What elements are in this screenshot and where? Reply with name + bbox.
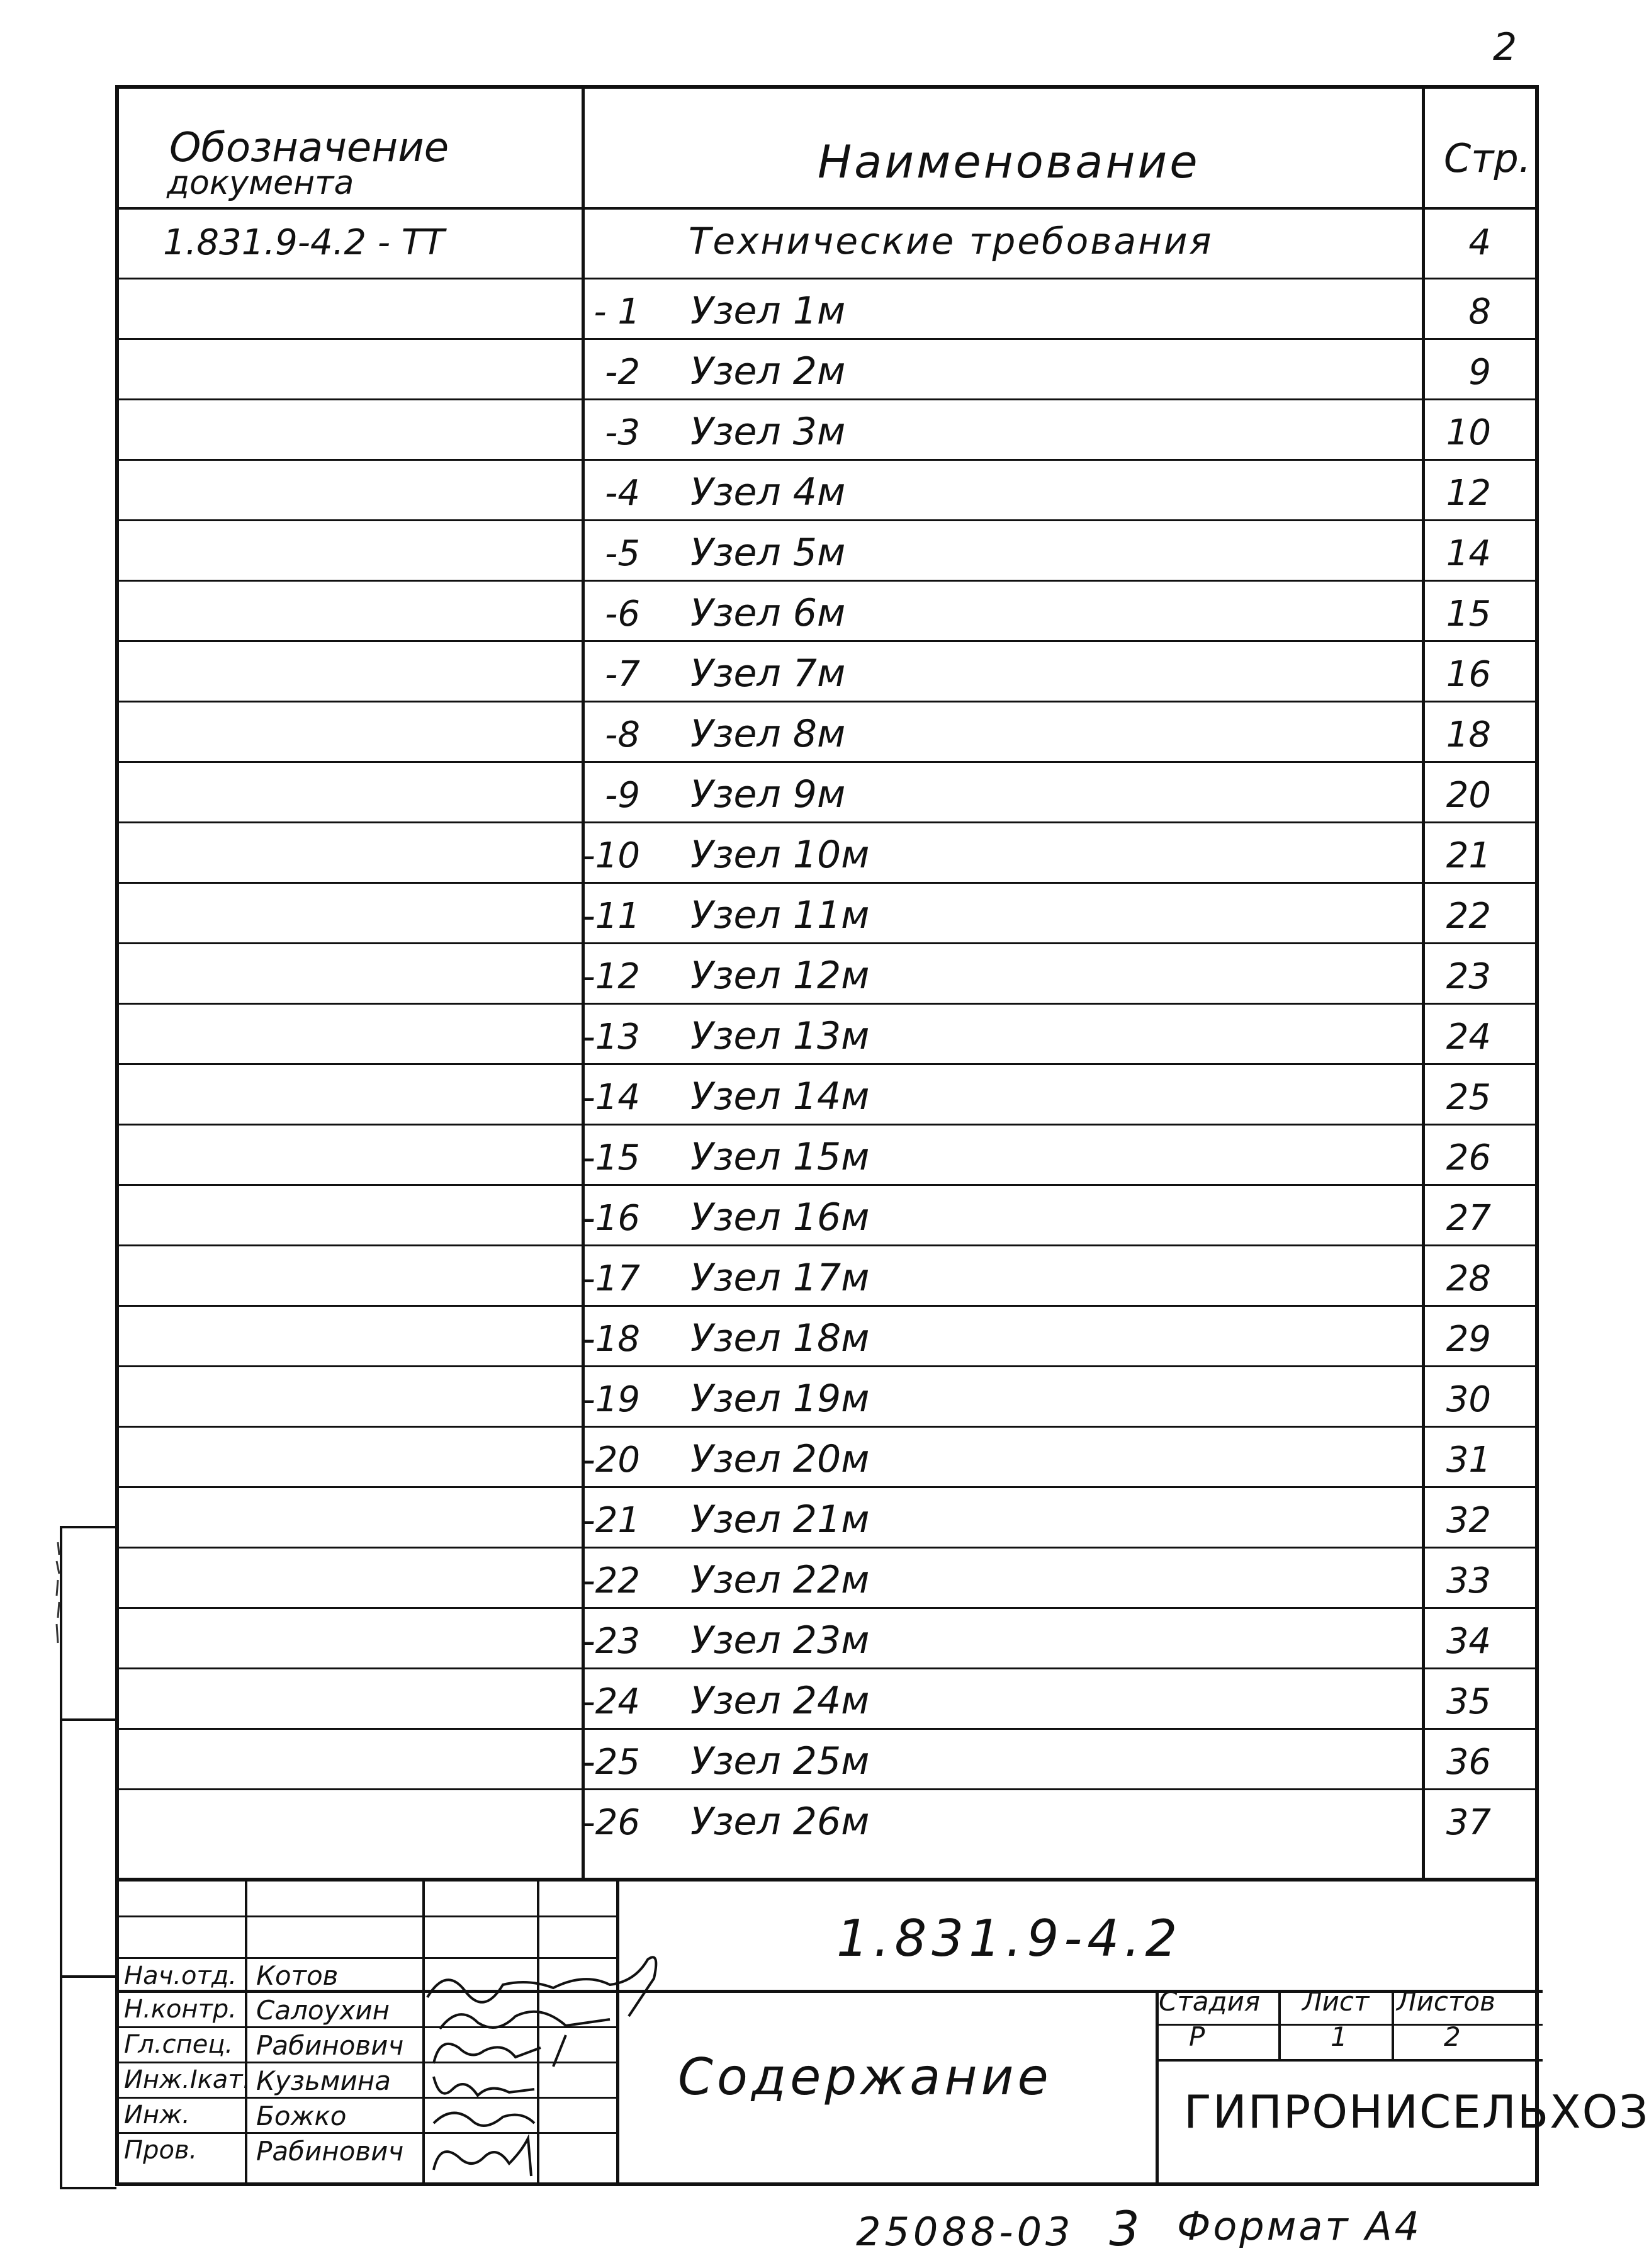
row-designation: -4 <box>605 473 640 514</box>
row-name: Узел 24м <box>690 1679 870 1723</box>
row-name: Узел 9м <box>690 772 846 816</box>
row-name: Узел 18м <box>690 1316 870 1360</box>
margin-stamp-mark <box>45 1536 70 1649</box>
row-designation: 1.831.9-4.2 - ТТ <box>163 222 445 263</box>
binding-margin-line <box>60 2187 116 2189</box>
signer-name: Рабинович <box>256 2030 404 2061</box>
header-designation <box>167 125 449 202</box>
stamp-grid-line <box>1156 2024 1543 2026</box>
row-designation: -6 <box>605 594 640 635</box>
row-designation: -25 <box>582 1742 640 1783</box>
row-designation: -24 <box>582 1681 640 1722</box>
footer-sheet-mark: 3 <box>1109 2201 1144 2257</box>
signer-name: Рабинович <box>256 2136 404 2167</box>
row-divider <box>119 1124 1535 1126</box>
header-name: Наименование <box>818 135 1200 188</box>
row-divider <box>119 761 1535 763</box>
row-page: 31 <box>1446 1440 1491 1481</box>
row-page: 27 <box>1446 1198 1491 1239</box>
signer-role: Нач.отд. <box>124 1961 237 1990</box>
row-divider <box>119 1365 1535 1367</box>
row-divider <box>119 1547 1535 1549</box>
row-page: 8 <box>1468 291 1491 332</box>
header-divider <box>119 207 1535 210</box>
row-designation: -26 <box>582 1802 640 1843</box>
sheets-value: 2 <box>1444 2021 1461 2052</box>
row-name: Узел 4м <box>690 470 846 514</box>
footer-document-number: 25088-03 <box>856 2209 1074 2255</box>
stage-label: Стадия <box>1159 1986 1261 2017</box>
row-page: 22 <box>1446 896 1491 937</box>
row-page: 34 <box>1446 1621 1491 1662</box>
organization-name: ГИПРОНИСЕЛЬХОЗ <box>1184 2085 1649 2138</box>
row-designation: -22 <box>582 1560 640 1601</box>
row-page: 36 <box>1446 1742 1491 1783</box>
row-page: 32 <box>1446 1500 1491 1541</box>
row-divider <box>119 1063 1535 1065</box>
row-divider <box>119 1728 1535 1730</box>
row-divider <box>119 1003 1535 1005</box>
row-designation: -2 <box>605 352 640 393</box>
row-designation: -3 <box>605 412 640 453</box>
row-page: 33 <box>1446 1560 1491 1601</box>
row-designation: - 1 <box>594 291 640 332</box>
row-designation: -14 <box>582 1077 640 1118</box>
row-divider <box>119 1486 1535 1488</box>
page-number: 2 <box>1493 25 1517 69</box>
row-designation: -11 <box>582 896 640 937</box>
row-page: 18 <box>1446 714 1491 755</box>
row-divider <box>119 1305 1535 1307</box>
row-name: Узел 16м <box>690 1195 870 1239</box>
row-page: 30 <box>1446 1379 1491 1420</box>
row-designation: -13 <box>582 1017 640 1058</box>
row-name: Узел 22м <box>690 1558 870 1602</box>
row-divider <box>119 338 1535 340</box>
row-divider <box>119 278 1535 279</box>
stamp-grid-line <box>1156 2059 1543 2062</box>
row-name: Технические требования <box>689 220 1213 262</box>
row-page: 35 <box>1446 1681 1491 1722</box>
row-name: Узел 3м <box>690 410 846 454</box>
row-designation: -18 <box>582 1319 640 1360</box>
row-name: Узел 8м <box>690 712 846 756</box>
row-name: Узел 5м <box>690 531 846 575</box>
title-block <box>115 1878 1649 2186</box>
sheet-label: Лист <box>1302 1986 1370 2017</box>
signer-role: Пров. <box>124 2136 198 2165</box>
row-name: Узел 14м <box>690 1075 870 1119</box>
row-divider <box>119 1184 1535 1186</box>
signer-role: Инж.Iкат. <box>124 2065 251 2094</box>
row-name: Узел 2м <box>690 349 846 393</box>
row-page: 9 <box>1468 352 1491 393</box>
binding-margin-line <box>60 1526 116 1528</box>
row-designation: -17 <box>582 1258 640 1299</box>
row-name: Узел 25м <box>690 1739 870 1783</box>
signer-role: Н.контр. <box>124 1995 237 2024</box>
row-name: Узел 15м <box>690 1135 870 1179</box>
signer-role: Гл.спец. <box>124 2030 234 2059</box>
row-divider <box>119 882 1535 884</box>
stage-value: Р <box>1189 2021 1205 2052</box>
row-designation: -10 <box>582 835 640 876</box>
row-divider <box>119 398 1535 400</box>
row-name: Узел 21м <box>690 1498 870 1542</box>
signer-name: Салоухин <box>256 1995 390 2026</box>
row-name: Узел 12м <box>690 954 870 998</box>
row-name: Узел 7м <box>690 652 846 696</box>
row-page: 12 <box>1446 473 1491 514</box>
row-name: Узел 11м <box>690 893 870 937</box>
row-page: 14 <box>1446 533 1491 574</box>
stamp-grid-line <box>245 1878 247 2182</box>
row-page: 26 <box>1446 1137 1491 1178</box>
signer-name: Божко <box>256 2101 347 2131</box>
row-name: Узел 10м <box>690 833 870 877</box>
footer-format: Формат А4 <box>1177 2203 1422 2249</box>
row-page: 16 <box>1446 654 1491 695</box>
row-page: 24 <box>1446 1017 1491 1058</box>
row-divider <box>119 1788 1535 1790</box>
row-page: 10 <box>1446 412 1491 453</box>
signer-name: Кузьмина <box>256 2065 391 2096</box>
row-divider <box>119 580 1535 582</box>
row-page: 29 <box>1446 1319 1491 1360</box>
row-designation: -5 <box>605 533 640 574</box>
row-designation: -9 <box>605 775 640 816</box>
row-name: Узел 17м <box>690 1256 870 1300</box>
stamp-grid-line <box>119 1915 616 1917</box>
row-designation: -20 <box>582 1440 640 1481</box>
row-page: 15 <box>1446 594 1491 635</box>
stamp-grid-line <box>1156 1990 1159 2182</box>
row-designation: -8 <box>605 714 640 755</box>
sheets-label: Листов <box>1397 1986 1495 2017</box>
footer-code <box>856 2201 1144 2257</box>
row-designation: -19 <box>582 1379 640 1420</box>
header-page: Стр. <box>1444 135 1531 181</box>
row-page: 25 <box>1446 1077 1491 1118</box>
row-name: Узел 6м <box>690 591 846 635</box>
row-page: 37 <box>1446 1802 1491 1843</box>
row-page: 28 <box>1446 1258 1491 1299</box>
row-designation: -7 <box>605 654 640 695</box>
row-divider <box>119 459 1535 461</box>
document-code: 1.831.9-4.2 <box>836 1909 1183 1968</box>
row-name: Узел 20м <box>690 1437 870 1481</box>
binding-margin-line <box>60 1718 116 1721</box>
signer-name: Котов <box>256 1960 339 1991</box>
row-name: Узел 1м <box>690 289 846 333</box>
row-page: 4 <box>1468 222 1491 263</box>
row-designation: -15 <box>582 1137 640 1178</box>
signer-role: Инж. <box>124 2101 190 2130</box>
row-divider <box>119 1607 1535 1609</box>
row-name: Узел 26м <box>690 1800 870 1844</box>
header-designation-sub: документа <box>167 164 354 202</box>
row-divider <box>119 942 1535 944</box>
document-title: Содержание <box>678 2048 1052 2106</box>
contents-table <box>115 85 1539 1882</box>
sheet-value: 1 <box>1331 2021 1348 2052</box>
row-page: 21 <box>1446 835 1491 876</box>
row-name: Узел 13м <box>690 1014 870 1058</box>
header-designation-label: Обозначение <box>169 125 449 171</box>
row-divider <box>119 1667 1535 1669</box>
row-name: Узел 19м <box>690 1377 870 1421</box>
row-page: 23 <box>1446 956 1491 997</box>
row-name: Узел 23м <box>690 1618 870 1662</box>
row-designation: -23 <box>582 1621 640 1662</box>
row-designation: -21 <box>582 1500 640 1541</box>
row-page: 20 <box>1446 775 1491 816</box>
column-divider <box>1422 89 1425 1878</box>
row-divider <box>119 519 1535 521</box>
row-designation: -16 <box>582 1198 640 1239</box>
row-designation: -12 <box>582 956 640 997</box>
row-divider <box>119 1244 1535 1246</box>
binding-margin-line <box>60 1975 116 1978</box>
row-divider <box>119 821 1535 823</box>
row-divider <box>119 640 1535 642</box>
signature-scribble <box>421 2132 622 2182</box>
row-divider <box>119 1426 1535 1428</box>
row-divider <box>119 701 1535 702</box>
